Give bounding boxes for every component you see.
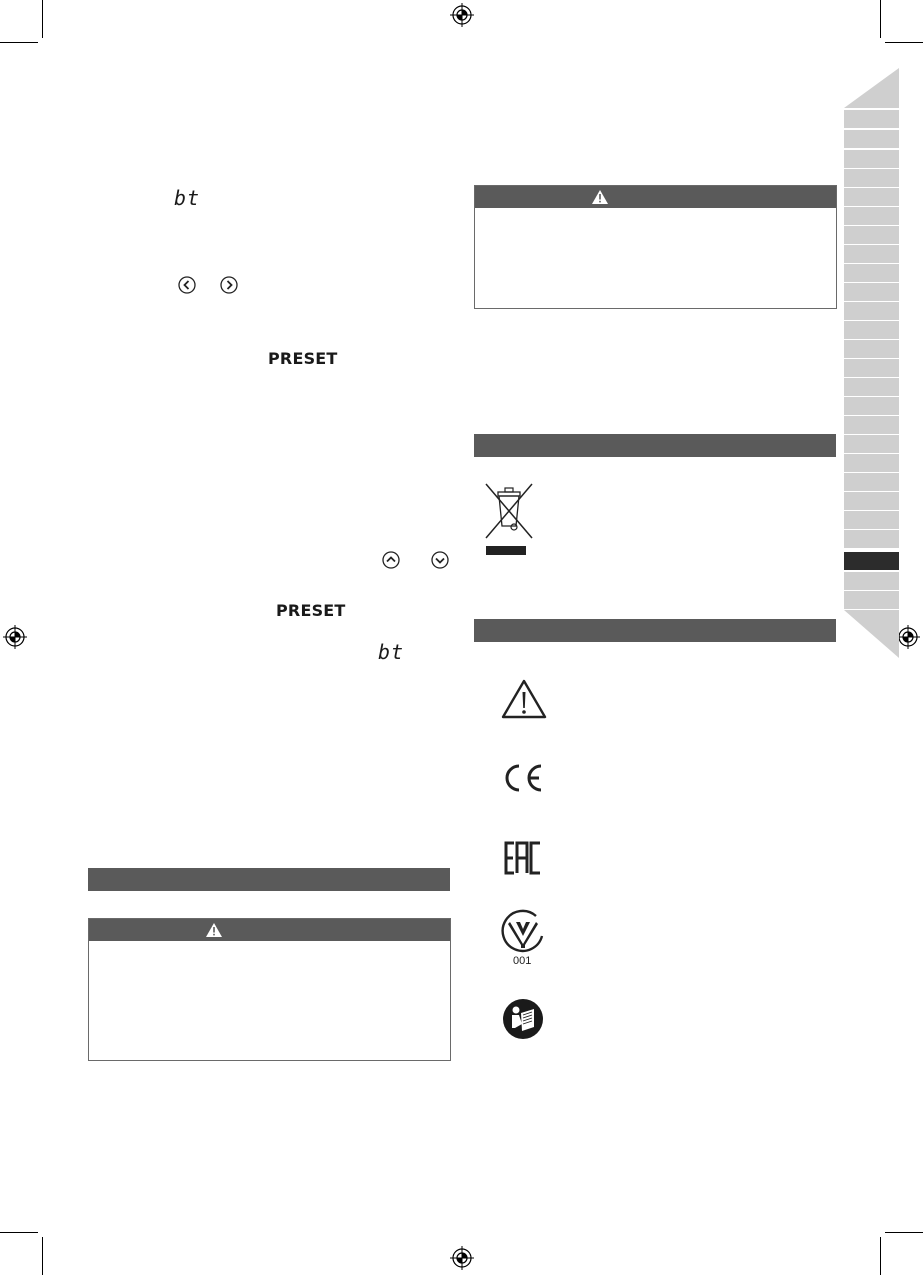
- section-header-bar: [88, 868, 450, 891]
- language-tab: [844, 454, 899, 472]
- language-tab: [844, 572, 899, 590]
- crop-mark: [0, 1232, 38, 1233]
- registration-mark-icon: [896, 625, 920, 649]
- tab-header-corner: [844, 68, 899, 108]
- language-tab: [844, 110, 899, 128]
- crop-mark: [42, 1237, 43, 1275]
- display-glyph-bt: bt: [378, 640, 405, 664]
- crop-mark: [42, 0, 43, 38]
- language-tab: [844, 169, 899, 187]
- language-tab: [844, 492, 899, 510]
- preset-button-label: PRESET: [276, 601, 346, 620]
- ukr-mark-code: 001: [513, 955, 532, 967]
- crossed-bin-icon: [484, 482, 534, 558]
- warning-triangle-icon: [591, 189, 609, 205]
- section-header-bar: [474, 619, 836, 642]
- language-tab: [844, 397, 899, 415]
- warning-box: [474, 185, 837, 309]
- language-tab: [844, 188, 899, 206]
- up-arrow-button-icon: [382, 551, 400, 569]
- warning-box-header: [89, 919, 450, 941]
- eac-mark-icon: [504, 841, 542, 875]
- left-arrow-button-icon: [178, 276, 196, 294]
- language-tab: [844, 207, 899, 225]
- tab-footer-corner: [844, 610, 899, 658]
- warning-triangle-icon: [501, 679, 547, 719]
- language-tab: [844, 473, 899, 491]
- language-tab: [844, 130, 899, 148]
- crop-mark: [880, 1237, 881, 1275]
- language-tab: [844, 591, 899, 609]
- registration-mark-icon: [450, 1246, 474, 1270]
- language-tab-active: [844, 552, 899, 570]
- language-tab: [844, 511, 899, 529]
- registration-mark-icon: [3, 625, 27, 649]
- read-manual-icon: [502, 998, 544, 1040]
- language-tab: [844, 150, 899, 168]
- language-tabs: [844, 68, 899, 658]
- language-tab: [844, 321, 899, 339]
- crop-mark: [885, 1232, 923, 1233]
- down-arrow-button-icon: [431, 551, 449, 569]
- registration-mark-icon: [450, 3, 474, 27]
- ce-mark-icon: [502, 763, 544, 793]
- language-tab: [844, 283, 899, 301]
- language-tab: [844, 359, 899, 377]
- language-tab: [844, 416, 899, 434]
- language-tab: [844, 378, 899, 396]
- language-tab: [844, 340, 899, 358]
- language-tab: [844, 264, 899, 282]
- crop-mark: [0, 42, 38, 43]
- language-tab: [844, 530, 899, 548]
- language-tab: [844, 226, 899, 244]
- warning-triangle-icon: [205, 922, 223, 938]
- section-header-bar: [474, 434, 836, 457]
- warning-box: [88, 918, 451, 1061]
- preset-button-label: PRESET: [268, 349, 338, 368]
- crop-mark: [880, 0, 881, 38]
- right-arrow-button-icon: [220, 276, 238, 294]
- language-tab: [844, 302, 899, 320]
- warning-box-header: [475, 186, 836, 208]
- language-tab: [844, 435, 899, 453]
- display-glyph-bt: bt: [174, 186, 201, 210]
- crop-mark: [885, 42, 923, 43]
- language-tab: [844, 245, 899, 263]
